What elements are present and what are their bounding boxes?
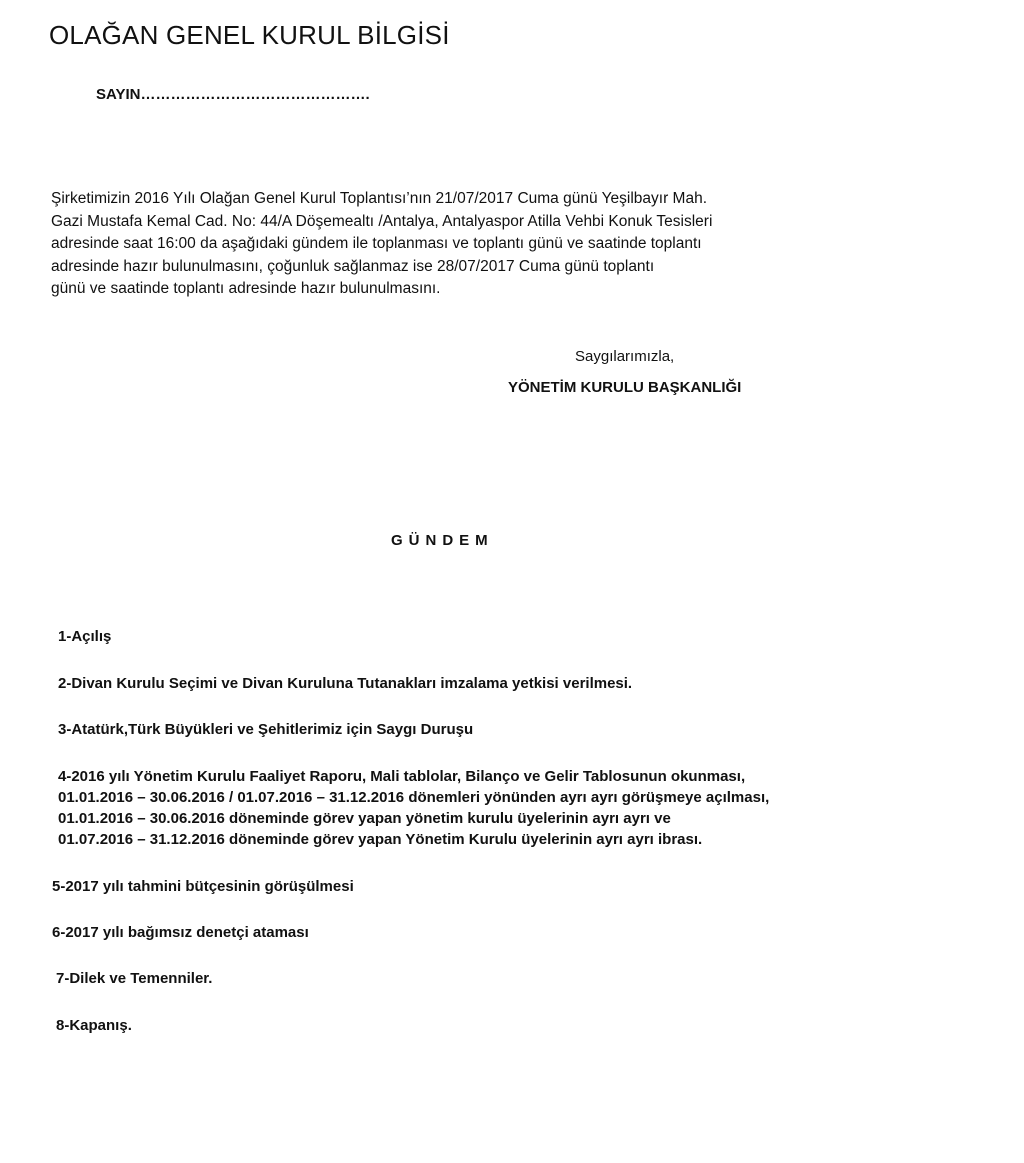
- agenda-item-line: 7-Dilek ve Temenniler.: [56, 970, 213, 987]
- agenda-item-7: [56, 968, 212, 989]
- agenda-item-6: [52, 922, 309, 943]
- agenda-item-line: 5-2017 yılı tahmini bütçesinin görüşülmesi: [52, 878, 354, 895]
- salutation: SAYIN……………………………………….: [96, 86, 370, 103]
- agenda-item-line: 6-2017 yılı bağımsız denetçi ataması: [52, 924, 309, 941]
- agenda-item-line: 1-Açılış: [58, 628, 112, 645]
- document-title: OLAĞAN GENEL KURUL BİLGİSİ: [49, 20, 450, 50]
- agenda-item-line: 01.01.2016 – 30.06.2016 döneminde görev yapan yönetim kurulu üyelerinin ayrı ayrı ve: [58, 810, 671, 827]
- invitation-paragraph: [51, 188, 931, 301]
- agenda-item-line: 4-2016 yılı Yönetim Kurulu Faaliyet Raporu, Mali tablolar, Bilanço ve Gelir Tablosunun okunması,: [58, 768, 746, 785]
- agenda-item-5: [52, 876, 354, 897]
- paragraph-line: adresinde saat 16:00 da aşağıdaki gündem ile toplanması ve toplantı günü ve saatinde toplantı: [51, 235, 702, 252]
- closing-greeting: Saygılarımızla,: [575, 348, 675, 365]
- agenda-item-line: 2-Divan Kurulu Seçimi ve Divan Kuruluna Tutanakları imzalama yetkisi verilmesi.: [58, 675, 633, 692]
- agenda-heading: GÜNDEM: [391, 532, 494, 549]
- signature-block: YÖNETİM KURULU BAŞKANLIĞI: [508, 379, 742, 396]
- agenda-item-line: 3-Atatürk,Türk Büyükleri ve Şehitlerimiz için Saygı Duruşu: [58, 721, 474, 738]
- agenda-item-3: [58, 719, 473, 740]
- agenda-item-line: 01.01.2016 – 30.06.2016 / 01.07.2016 – 31.12.2016 dönemleri yönünden ayrı ayrı görüşmeye açılması,: [58, 789, 770, 806]
- paragraph-line: Gazi Mustafa Kemal Cad. No: 44/A Döşemealtı /Antalya, Antalyaspor Atilla Vehbi Konuk Tesisleri: [51, 212, 713, 230]
- paragraph-line: adresinde hazır bulunulmasını, çoğunluk sağlanmaz ise 28/07/2017 Cuma günü toplantı: [51, 257, 655, 275]
- agenda-item-1: [58, 626, 111, 647]
- agenda-item-8: [56, 1015, 132, 1036]
- agenda-item-line: 8-Kapanış.: [56, 1017, 132, 1034]
- agenda-item-line: 01.07.2016 – 31.12.2016 döneminde görev yapan Yönetim Kurulu üyelerinin ayrı ayrı ibrası.: [58, 831, 703, 848]
- paragraph-line: günü ve saatinde toplantı adresinde hazır bulunulmasını.: [51, 280, 441, 297]
- agenda-item-2: [58, 673, 632, 694]
- paragraph-line: Şirketimizin 2016 Yılı Olağan Genel Kurul Toplantısı’nın 21/07/2017 Cuma günü Yeşilbayır Mah.: [51, 190, 707, 207]
- agenda-item-4: [58, 766, 769, 850]
